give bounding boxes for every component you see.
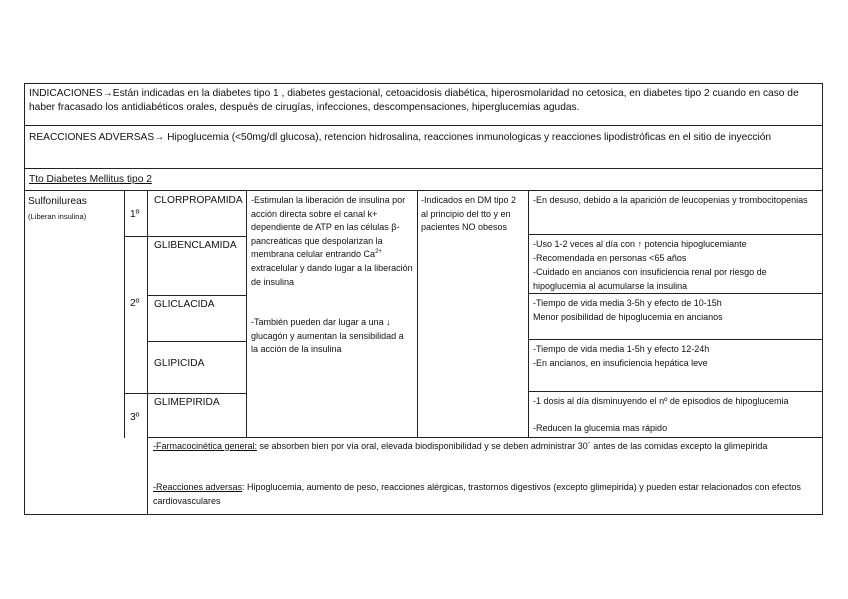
mechanism-text-1 xyxy=(251,194,416,289)
indicaciones-label: INDICACIONES xyxy=(29,88,103,99)
indicaciones-text xyxy=(29,87,819,114)
note-glibenclamida-1 xyxy=(533,238,819,252)
note-glimepirida-2: -Reducen la glucemia mas rápido xyxy=(533,423,668,433)
up-arrow-icon: ↑ xyxy=(637,239,643,249)
drug-clorpropamida: CLORPROPAMIDA xyxy=(154,195,243,206)
note-glibenclamida-2: -Recomendada en personas <65 años xyxy=(533,253,687,263)
generation-3: 3º xyxy=(130,412,140,423)
divider xyxy=(147,295,247,296)
group-subtitle: (Liberan insulina) xyxy=(28,212,87,221)
reacciones-label: REACCIONES ADVERSAS xyxy=(29,132,155,143)
divider xyxy=(147,437,823,438)
mechanism-part: -pancreáticas que despolarizan la membrana celular entrando Ca xyxy=(251,222,400,260)
note-glipicida-2: -En ancianos, en insuficiencia hepática leve xyxy=(533,358,708,368)
divider xyxy=(528,391,823,392)
superscript: 2+ xyxy=(375,249,382,256)
mechanism-part: extracelular y dando lugar a la liberación de insulina xyxy=(251,249,416,287)
indicaciones-body: Están indicadas en la diabetes tipo 1 , diabetes gestacional, cetoacidosis diabética, hiperosmolaridad no cetosica, en diabetes tipo 2 cuando en caso de haber fracasado los antidiabéticos orales, después de cirugías, infecciones, descompensaciones, hiperglucemias agudas. xyxy=(29,88,802,113)
reacciones-cell xyxy=(24,125,823,169)
indicaciones-cell xyxy=(24,83,823,126)
divider xyxy=(528,339,823,340)
footer-reacciones xyxy=(153,481,819,508)
footer-label: -Farmacocinética general: xyxy=(153,441,258,451)
section-title-cell xyxy=(24,168,823,191)
divider xyxy=(528,234,823,235)
beta-symbol: β xyxy=(391,222,397,233)
note-part: -Uso 1-2 veces al día con xyxy=(533,239,638,249)
note-gliclacida-2: Menor posibilidad de hipoglucemia en ancianos xyxy=(533,312,723,322)
footer-body: : Hipoglucemia, aumento de peso, reacciones alérgicas, trastornos digestivos (excepto glimepirida) y pueden estar relacionados con efectos cardiovasculares xyxy=(153,482,804,506)
footer-label: -Reacciones adversas xyxy=(153,482,243,492)
down-arrow-icon: ↓ xyxy=(386,317,391,327)
mechanism-part: glucagón y aumentan la sensibilidad a la acción de la insulina xyxy=(251,317,407,355)
note-gliclacida-1: -Tiempo de vida media 3-5h y efecto de 10-15h xyxy=(533,298,722,308)
mechanism-part: -Estimulan la liberación de insulina por acción directa sobre el canal k+ dependiente de ATP en las células xyxy=(251,195,408,233)
section-title: Tto Diabetes Mellitus tipo 2 xyxy=(29,174,152,185)
drug-glimepirida: GLIMEPIRIDA xyxy=(154,397,220,408)
generation-1: 1º xyxy=(130,209,140,220)
right-arrow-icon: → xyxy=(154,132,165,143)
footer-farmacocinetica xyxy=(153,440,819,454)
note-part: potencia hipoglucemiante xyxy=(642,239,747,249)
divider xyxy=(417,190,418,438)
divider xyxy=(147,190,148,515)
reacciones-body: Hipoglucemia (<50mg/dl glucosa), retencion hidrosalina, reacciones inmunologicas y reacciones lipodistróficas en el sitio de inyección xyxy=(164,132,772,143)
note-glipicida-1: -Tiempo de vida media 1-5h y efecto 12-24h xyxy=(533,344,710,354)
mechanism-text-2 xyxy=(251,316,413,357)
drug-glibenclamida: GLIBENCLAMIDA xyxy=(154,240,237,251)
indication-dm: -Indicados en DM tipo 2 al principio del tto y en pacientes NO obesos xyxy=(421,195,519,233)
divider xyxy=(147,341,247,342)
note-glimepirida-1: -1 dosis al día disminuyendo el nº de episodios de hipoglucemia xyxy=(533,396,789,406)
reacciones-text xyxy=(29,131,821,145)
footer-body: se absorben bien por vía oral, elevada biodisponibilidad y se deben administrar 30´ antes de las comidas excepto la glimepirida xyxy=(257,441,768,451)
drug-gliclacida: GLICLACIDA xyxy=(154,299,215,310)
drug-glipicida: GLIPICIDA xyxy=(154,358,205,369)
mechanism-part: -También pueden dar lugar a una xyxy=(251,317,387,327)
right-arrow-icon: → xyxy=(102,88,113,99)
divider xyxy=(124,236,247,237)
divider xyxy=(528,190,529,438)
divider xyxy=(246,190,247,438)
note-glibenclamida-3: -Cuidado en ancianos con insuficiencia renal por riesgo de hipoglucemia al acumularse la insulina xyxy=(533,267,770,291)
divider xyxy=(124,190,125,438)
group-name: Sulfonilureas xyxy=(28,196,87,207)
note-clorpropamida: -En desuso, debido a la aparición de leucopenias y trombocitopenias xyxy=(533,195,808,205)
generation-2: 2º xyxy=(130,298,140,309)
divider xyxy=(124,393,247,394)
